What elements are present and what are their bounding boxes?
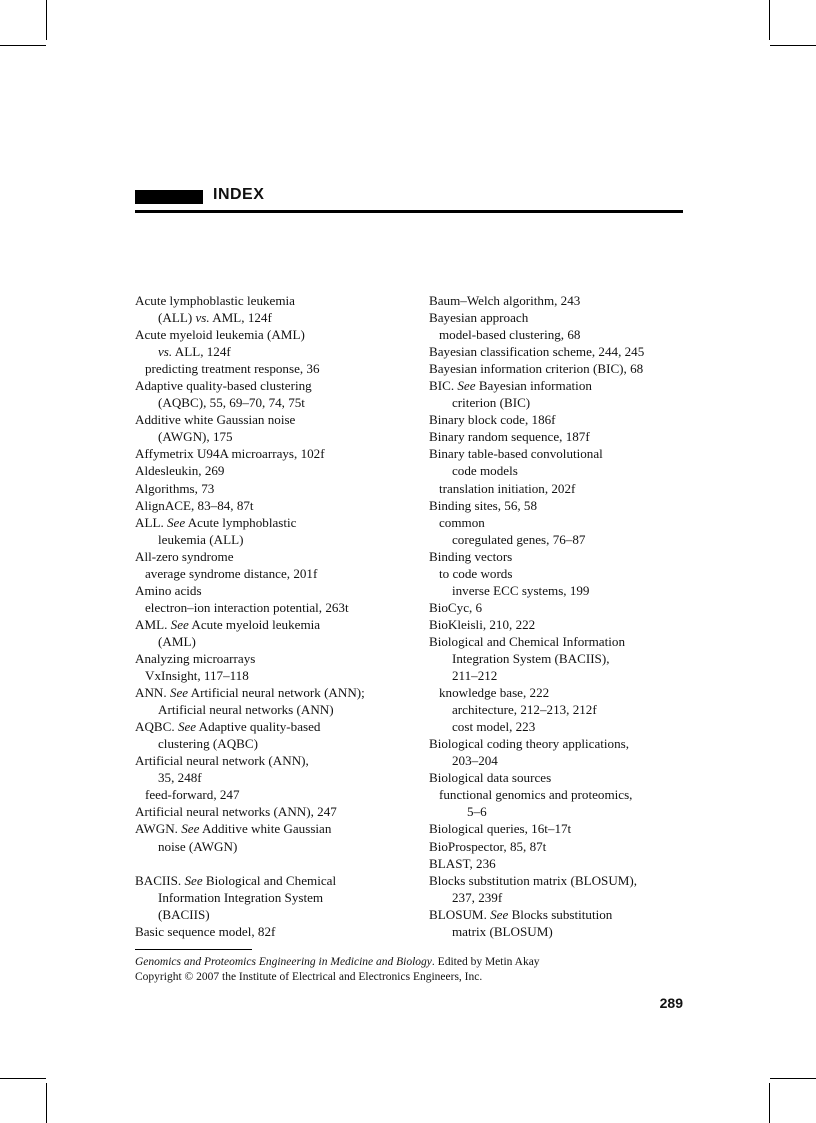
entry-text: BioCyc, 6 <box>429 599 483 615</box>
entry-text: Blocks substitution matrix (BLOSUM), <box>429 872 638 888</box>
index-subentry <box>429 667 689 684</box>
entry-text: Additive white Gaussian noise <box>135 412 296 428</box>
crop-mark-top-left-v <box>46 0 47 40</box>
entry-text: inverse ECC systems, 199 <box>452 582 590 598</box>
see-reference: See <box>169 685 189 701</box>
entry-text: Biological and Chemical <box>202 872 337 888</box>
entry-text: BioProspector, 85, 87t <box>429 838 547 854</box>
entry-text: coregulated genes, 76–87 <box>452 531 586 547</box>
entry-text: clustering (AQBC) <box>158 736 259 752</box>
index-subentry <box>135 428 405 445</box>
index-entry <box>429 633 689 650</box>
entry-text: All-zero syndrome <box>135 548 234 564</box>
entry-text: feed-forward, 247 <box>145 787 240 803</box>
entry-text: Information Integration System <box>158 889 324 905</box>
see-reference: vs. <box>158 344 173 360</box>
entry-text: (BACIIS) <box>158 906 210 922</box>
entry-text: (ALL) <box>158 310 196 326</box>
index-subentry <box>429 889 689 906</box>
entry-text: BLOSUM. <box>429 906 491 922</box>
index-entry <box>135 377 405 394</box>
index-entry <box>135 803 405 820</box>
entry-text: (AML) <box>158 633 196 649</box>
index-entry <box>429 343 689 360</box>
entry-text: (AQBC), 55, 69–70, 74, 75t <box>158 395 305 411</box>
index-entry <box>429 838 689 855</box>
entry-text: predicting treatment response, 36 <box>145 361 320 377</box>
index-entry <box>135 820 405 837</box>
crop-mark-bottom-right-v <box>769 1083 770 1123</box>
entry-text: AWGN. <box>135 821 182 837</box>
entry-text: matrix (BLOSUM) <box>452 923 553 939</box>
index-subentry <box>135 769 405 786</box>
entry-text: Adaptive quality-based clustering <box>135 378 312 394</box>
index-subentry <box>135 838 405 855</box>
entry-text: Baum–Welch algorithm, 243 <box>429 293 581 308</box>
see-reference: See <box>181 821 200 837</box>
index-subentry <box>135 394 405 411</box>
entry-text: Algorithms, 73 <box>135 480 215 496</box>
header-bar <box>135 190 203 204</box>
index-entry <box>135 411 405 428</box>
page-title: INDEX <box>213 186 265 203</box>
entry-text: Acute myeloid leukemia <box>188 616 321 632</box>
index-entry <box>429 309 689 326</box>
entry-text: BioKleisli, 210, 222 <box>429 616 536 632</box>
index-entry <box>429 445 689 462</box>
entry-text: BACIIS. <box>135 872 185 888</box>
entry-text: translation initiation, 202f <box>439 480 576 496</box>
index-entry <box>429 616 689 633</box>
index-entry <box>135 752 405 769</box>
index-subentry <box>135 786 405 803</box>
entry-text: Integration System (BACIIS), <box>452 650 610 666</box>
index-subentry <box>429 582 689 599</box>
entry-text: electron–ion interaction potential, 263t <box>145 599 349 615</box>
index-entry <box>429 906 689 923</box>
index-entry <box>429 411 689 428</box>
index-subentry <box>429 394 689 411</box>
index-subentry <box>135 735 405 752</box>
index-subentry <box>429 565 689 582</box>
index-entry <box>135 616 405 633</box>
entry-text: Acute myeloid leukemia (AML) <box>135 327 305 343</box>
index-entry <box>135 684 405 701</box>
entry-text: 203–204 <box>452 753 498 769</box>
index-entry <box>429 599 689 616</box>
entry-text: ALL. <box>135 514 167 530</box>
crop-mark-top-left-h <box>0 45 46 46</box>
entry-text: Bayesian classification scheme, 244, 245 <box>429 344 645 360</box>
index-entry <box>429 377 689 394</box>
footnote-line-1 <box>135 955 540 970</box>
index-entry <box>135 292 405 309</box>
entry-text: average syndrome distance, 201f <box>145 565 318 581</box>
see-reference: See <box>457 378 476 394</box>
index-subentry <box>429 650 689 667</box>
index-subentry <box>135 701 405 718</box>
index-entry <box>135 497 405 514</box>
index-subentry <box>429 480 689 497</box>
index-subentry <box>135 531 405 548</box>
see-reference: See <box>490 906 509 922</box>
entry-text: Affymetrix U94A microarrays, 102f <box>135 446 325 462</box>
index-subentry <box>429 752 689 769</box>
entry-text: Binary random sequence, 187f <box>429 429 590 445</box>
book-title: Genomics and Proteomics Engineering in Medicine and Biology <box>135 956 432 968</box>
entry-text: 35, 248f <box>158 770 202 786</box>
entry-text: AlignACE, 83–84, 87t <box>135 497 254 513</box>
index-entry <box>135 718 405 735</box>
entry-text: Biological and Chemical Information <box>429 633 625 649</box>
index-subentry <box>135 360 405 377</box>
index-entry <box>429 360 689 377</box>
entry-text: Artificial neural networks (ANN), 247 <box>135 804 337 820</box>
index-subentry <box>429 531 689 548</box>
entry-text: code models <box>452 463 518 479</box>
see-reference: See <box>170 616 189 632</box>
header-rule <box>135 210 683 213</box>
index-subentry <box>429 326 689 343</box>
index-subentry <box>429 803 689 820</box>
index-entry <box>429 769 689 786</box>
index-subentry <box>429 701 689 718</box>
crop-mark-top-right-v <box>769 0 770 40</box>
index-subentry <box>429 718 689 735</box>
index-subentry <box>135 667 405 684</box>
entry-text: Bayesian approach <box>429 310 529 326</box>
index-entry <box>429 820 689 837</box>
entry-text: Analyzing microarrays <box>135 650 256 666</box>
entry-text: common <box>439 514 485 530</box>
crop-mark-bottom-left-v <box>46 1083 47 1123</box>
index-subentry <box>429 514 689 531</box>
index-subentry <box>429 786 689 803</box>
entry-text: Blocks substitution <box>508 906 613 922</box>
entry-text: AML. <box>135 616 171 632</box>
index-entry <box>135 548 405 565</box>
see-reference: See <box>177 719 197 735</box>
entry-text: Adaptive quality-based <box>196 719 321 735</box>
entry-text: Aldesleukin, 269 <box>135 463 225 479</box>
index-subentry <box>135 906 405 923</box>
index-entry <box>135 445 405 462</box>
index-entry <box>429 428 689 445</box>
entry-text: architecture, 212–213, 212f <box>452 702 597 718</box>
entry-text: Artificial neural network (ANN); <box>188 685 365 701</box>
entry-text: functional genomics and proteomics, <box>439 787 633 803</box>
crop-mark-bottom-left-h <box>0 1078 46 1079</box>
entry-gap <box>135 855 405 872</box>
crop-mark-bottom-right-h <box>770 1078 816 1079</box>
entry-text: Binary table-based convolutional <box>429 446 603 462</box>
index-entry <box>135 872 405 889</box>
index-entry <box>429 735 689 752</box>
see-reference: See <box>167 514 186 530</box>
entry-text: Biological coding theory applications, <box>429 736 629 752</box>
index-subentry <box>429 684 689 701</box>
entry-text: Additive white Gaussian <box>199 821 332 837</box>
entry-text: BIC. <box>429 378 458 394</box>
index-subentry <box>135 343 405 360</box>
entry-text: BLAST, 236 <box>429 855 496 871</box>
index-entry <box>135 462 405 479</box>
index-subentry <box>429 923 689 940</box>
entry-text: knowledge base, 222 <box>439 685 550 701</box>
index-entry <box>429 497 689 514</box>
index-entry <box>429 872 689 889</box>
entry-text: Amino acids <box>135 582 202 598</box>
entry-text: noise (AWGN) <box>158 838 238 854</box>
copyright-line: Copyright © 2007 the Institute of Electrical and Electronics Engineers, Inc. <box>135 971 483 983</box>
index-entry <box>135 582 405 599</box>
index-entry <box>135 480 405 497</box>
entry-text: Binding sites, 56, 58 <box>429 497 538 513</box>
entry-text: leukemia (ALL) <box>158 531 244 547</box>
entry-text: Binding vectors <box>429 548 513 564</box>
see-reference: vs. <box>195 310 210 326</box>
entry-text: Acute lymphoblastic <box>185 514 297 530</box>
entry-text: AML, 124f <box>209 310 272 326</box>
edited-by: . Edited by Metin Akay <box>431 956 540 968</box>
index-entry <box>135 326 405 343</box>
entry-text: Acute lymphoblastic leukemia <box>135 293 295 308</box>
entry-text: to code words <box>439 565 513 581</box>
entry-text: Bayesian information <box>475 378 592 394</box>
entry-text: Biological queries, 16t–17t <box>429 821 572 837</box>
index-subentry <box>135 565 405 582</box>
index-column-left <box>135 292 405 940</box>
index-subentry <box>135 599 405 616</box>
index-entry <box>135 923 405 940</box>
entry-text: model-based clustering, 68 <box>439 327 581 343</box>
entry-text: Bayesian information criterion (BIC), 68 <box>429 361 644 377</box>
entry-text: ANN. <box>135 685 170 701</box>
entry-text: Binary block code, 186f <box>429 412 556 428</box>
entry-text: VxInsight, 117–118 <box>145 668 249 684</box>
entry-text: criterion (BIC) <box>452 395 531 411</box>
index-subentry <box>135 633 405 650</box>
entry-text: ALL, 124f <box>172 344 231 360</box>
entry-text: 211–212 <box>452 668 498 684</box>
index-subentry <box>135 889 405 906</box>
footnote-rule <box>135 949 252 950</box>
footnote <box>135 955 540 985</box>
index-entry <box>429 548 689 565</box>
crop-mark-top-right-h <box>770 45 816 46</box>
entry-text: (AWGN), 175 <box>158 429 233 445</box>
index-entry <box>429 292 689 309</box>
entry-text: Artificial neural networks (ANN) <box>158 702 334 718</box>
entry-text: cost model, 223 <box>452 719 536 735</box>
index-column-right <box>429 292 689 940</box>
entry-text: Artificial neural network (ANN), <box>135 753 309 769</box>
see-reference: See <box>184 872 203 888</box>
entry-text: Biological data sources <box>429 770 552 786</box>
entry-text: 237, 239f <box>452 889 503 905</box>
entry-text: Basic sequence model, 82f <box>135 923 276 939</box>
index-entry <box>135 650 405 667</box>
index-entry <box>429 855 689 872</box>
entry-text: AQBC. <box>135 719 178 735</box>
entry-text: 5–6 <box>467 804 487 820</box>
index-subentry <box>135 309 405 326</box>
index-subentry <box>429 462 689 479</box>
page-number: 289 <box>659 995 683 1011</box>
index-entry <box>135 514 405 531</box>
